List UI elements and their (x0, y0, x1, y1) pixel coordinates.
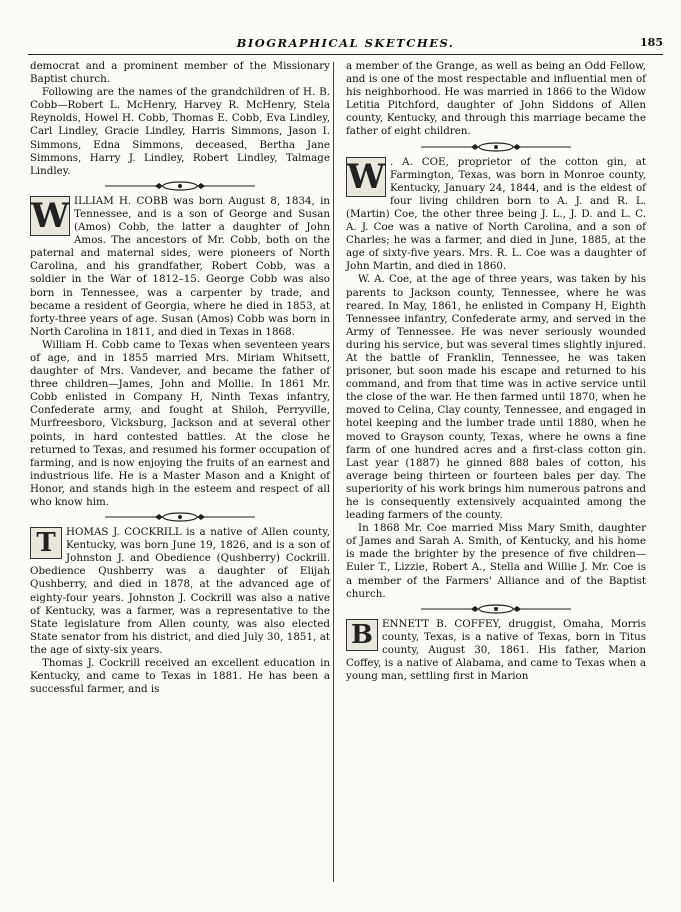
paragraph (346, 618, 646, 683)
header-title: BIOGRAPHICAL SKETCHES. (236, 36, 455, 50)
drop-cap: B (346, 619, 378, 651)
drop-cap: W (31, 195, 70, 236)
paragraph-text: ILLIAM H. COBB was born August 8, 1834, in Tennessee, and is a son of George and Susan (Amos) Cobb, the latter a daughter of John Amos. The ancestors of Mr. Cobb, both on the paternal and maternal sides, were pioneers of North Carolina, and his grandfather, Robert Cobb, was a soldier in the War of 1812–15. George Cobb was also born in Tennessee, was a carpenter by trade, and became a resident of Georgia, where he died in 1853, at forty-three years of age. Susan (Amos) Cobb was born in North Carolina in 1811, and died in Texas in 1868. (30, 194, 330, 338)
paragraph (346, 156, 646, 274)
drop-cap: T (30, 527, 62, 559)
paragraph-text: . A. COE, proprietor of the cotton gin, at Farmington, Texas, was born in Monroe county, Kentucky, January 24, 1844, and is the eldest of four living children born to A. J. and R. L. (Martin) Coe, the other three being J. L., J. D. and L. C. A. J. Coe was a native of North Carolina, and a son of Charles; he was a farmer, and died in June, 1885, at the age of sixty-five years. Mrs. R. L. Coe was a daughter of John Martin, and died in 1860. (346, 155, 646, 273)
paragraph: Thomas J. Cockrill received an excellent education in Kentucky, and came to Texas in 1881. He has been a successful farmer, and is (30, 657, 330, 696)
paragraph: William H. Cobb came to Texas when seventeen years of age, and in 1855 married Mrs. Miriam Whitsett, daughter of Mrs. Vandever, and became the father of three children—James, John and Mollie. In 1861 Mr. Cobb enlisted in Company H, Ninth Texas infantry, Confederate army, and fought at Shiloh, Perryville, Murfreesboro, Vicksburg, Jackson and at several other points, in hard contested battles. At the close he returned to Texas, and resumed his former occupation of farming, and is now enjoying the fruits of an earnest and industrious life. He is a Master Mason and a Knight of Honor, and stands high in the esteem and respect of all who know him. (30, 338, 330, 508)
paragraph: In 1868 Mr. Coe married Miss Mary Smith, daughter of James and Sarah A. Smith, of Kentucky, and his home is made the brighter by the presence of five children—Euler T., Lizzie, Robert A., Stella and Willie J. Mr. Coe is a member of the Farmers' Alliance and of the Baptist church. (346, 522, 646, 600)
paragraph: democrat and a prominent member of the Missionary Baptist church. (30, 60, 330, 86)
paragraph: a member of the Grange, as well as being an Odd Fellow, and is one of the most respectable and influential men of his neighborhood. He was married in 1866 to the Widow Letitia Pitchford, daughter of John Siddons of Allen county, Kentucky, and through this marriage became the father of eight children. (346, 60, 646, 138)
left-column (30, 60, 330, 696)
right-column (346, 60, 646, 683)
paragraph-text: HOMAS J. COCKRILL is a native of Allen county, Kentucky, was born June 19, 1826, and is a son of Johnston J. and Obedience (Qushberry) Cockrill. Obedience Qushberry was a daughter of Elijah Qushberry, and died in 1878, at the advanced age of eighty-four years. Johnston J. Cockrill was also a native of Kentucky, was a farmer, was a representative to the State legislature from Allen county, was also elected State senator from his district, and died July 30, 1851, at the age of sixty-six years. (30, 526, 330, 656)
column-divider (333, 62, 334, 882)
paragraph (30, 526, 330, 657)
ornament-separator-icon (105, 512, 255, 522)
ornament-separator-icon (421, 142, 571, 152)
ornament-separator-icon (105, 181, 255, 191)
paragraph: Following are the names of the grandchildren of H. B. Cobb—Robert L. McHenry, Harvey R. McHenry, Stela Reynolds, Howel H. Cobb, Thomas E. Cobb, Eva Lindley, Carl Lindley, Gracie Lindley, Harris Simmons, Jason I. Simmons, Edna Simmons, deceased, Bertha Jane Simmons, Harry J. Lindley, Robert Lindley, Talmage Lindley. (30, 86, 330, 177)
paragraph-text: ENNETT B. COFFEY, druggist, Omaha, Morris county, Texas, is a native of Texas, born in Titus county, August 30, 1861. His father, Marion Coffey, is a native of Alabama, and came to Texas when a young man, settling first in Marion (346, 617, 646, 683)
paragraph: W. A. Coe, at the age of three years, was taken by his parents to Jackson county, Tennessee, where he was reared. In May, 1861, he enlisted in Company H, Eighth Tennessee infantry, Confederate army, and served in the Army of Tennessee. He was never seriously wounded during his service, but was several times slightly injured. At the battle of Franklin, Tennessee, he was taken prisoner, but soon made his escape and returned to his command, and from that time was in active service until the close of the war. He then farmed until 1870, when he moved to Celina, Clay county, Tennessee, and engaged in hotel keeping and the lumber trade until 1880, when he moved to Grayson county, Texas, where he owns a fine farm of one hundred acres and a first-class cotton gin. Last year (1887) he ginned 888 bales of cotton, his average being thirteen or fourteen bales per day. The superiority of his work brings him numerous patrons and he is consequently extensively acquainted among the leading farmers of the county. (346, 273, 646, 522)
paragraph (30, 195, 330, 339)
drop-cap: W (347, 156, 386, 197)
page-number: 185 (640, 36, 663, 49)
running-header (28, 36, 663, 55)
ornament-separator-icon (421, 604, 571, 614)
